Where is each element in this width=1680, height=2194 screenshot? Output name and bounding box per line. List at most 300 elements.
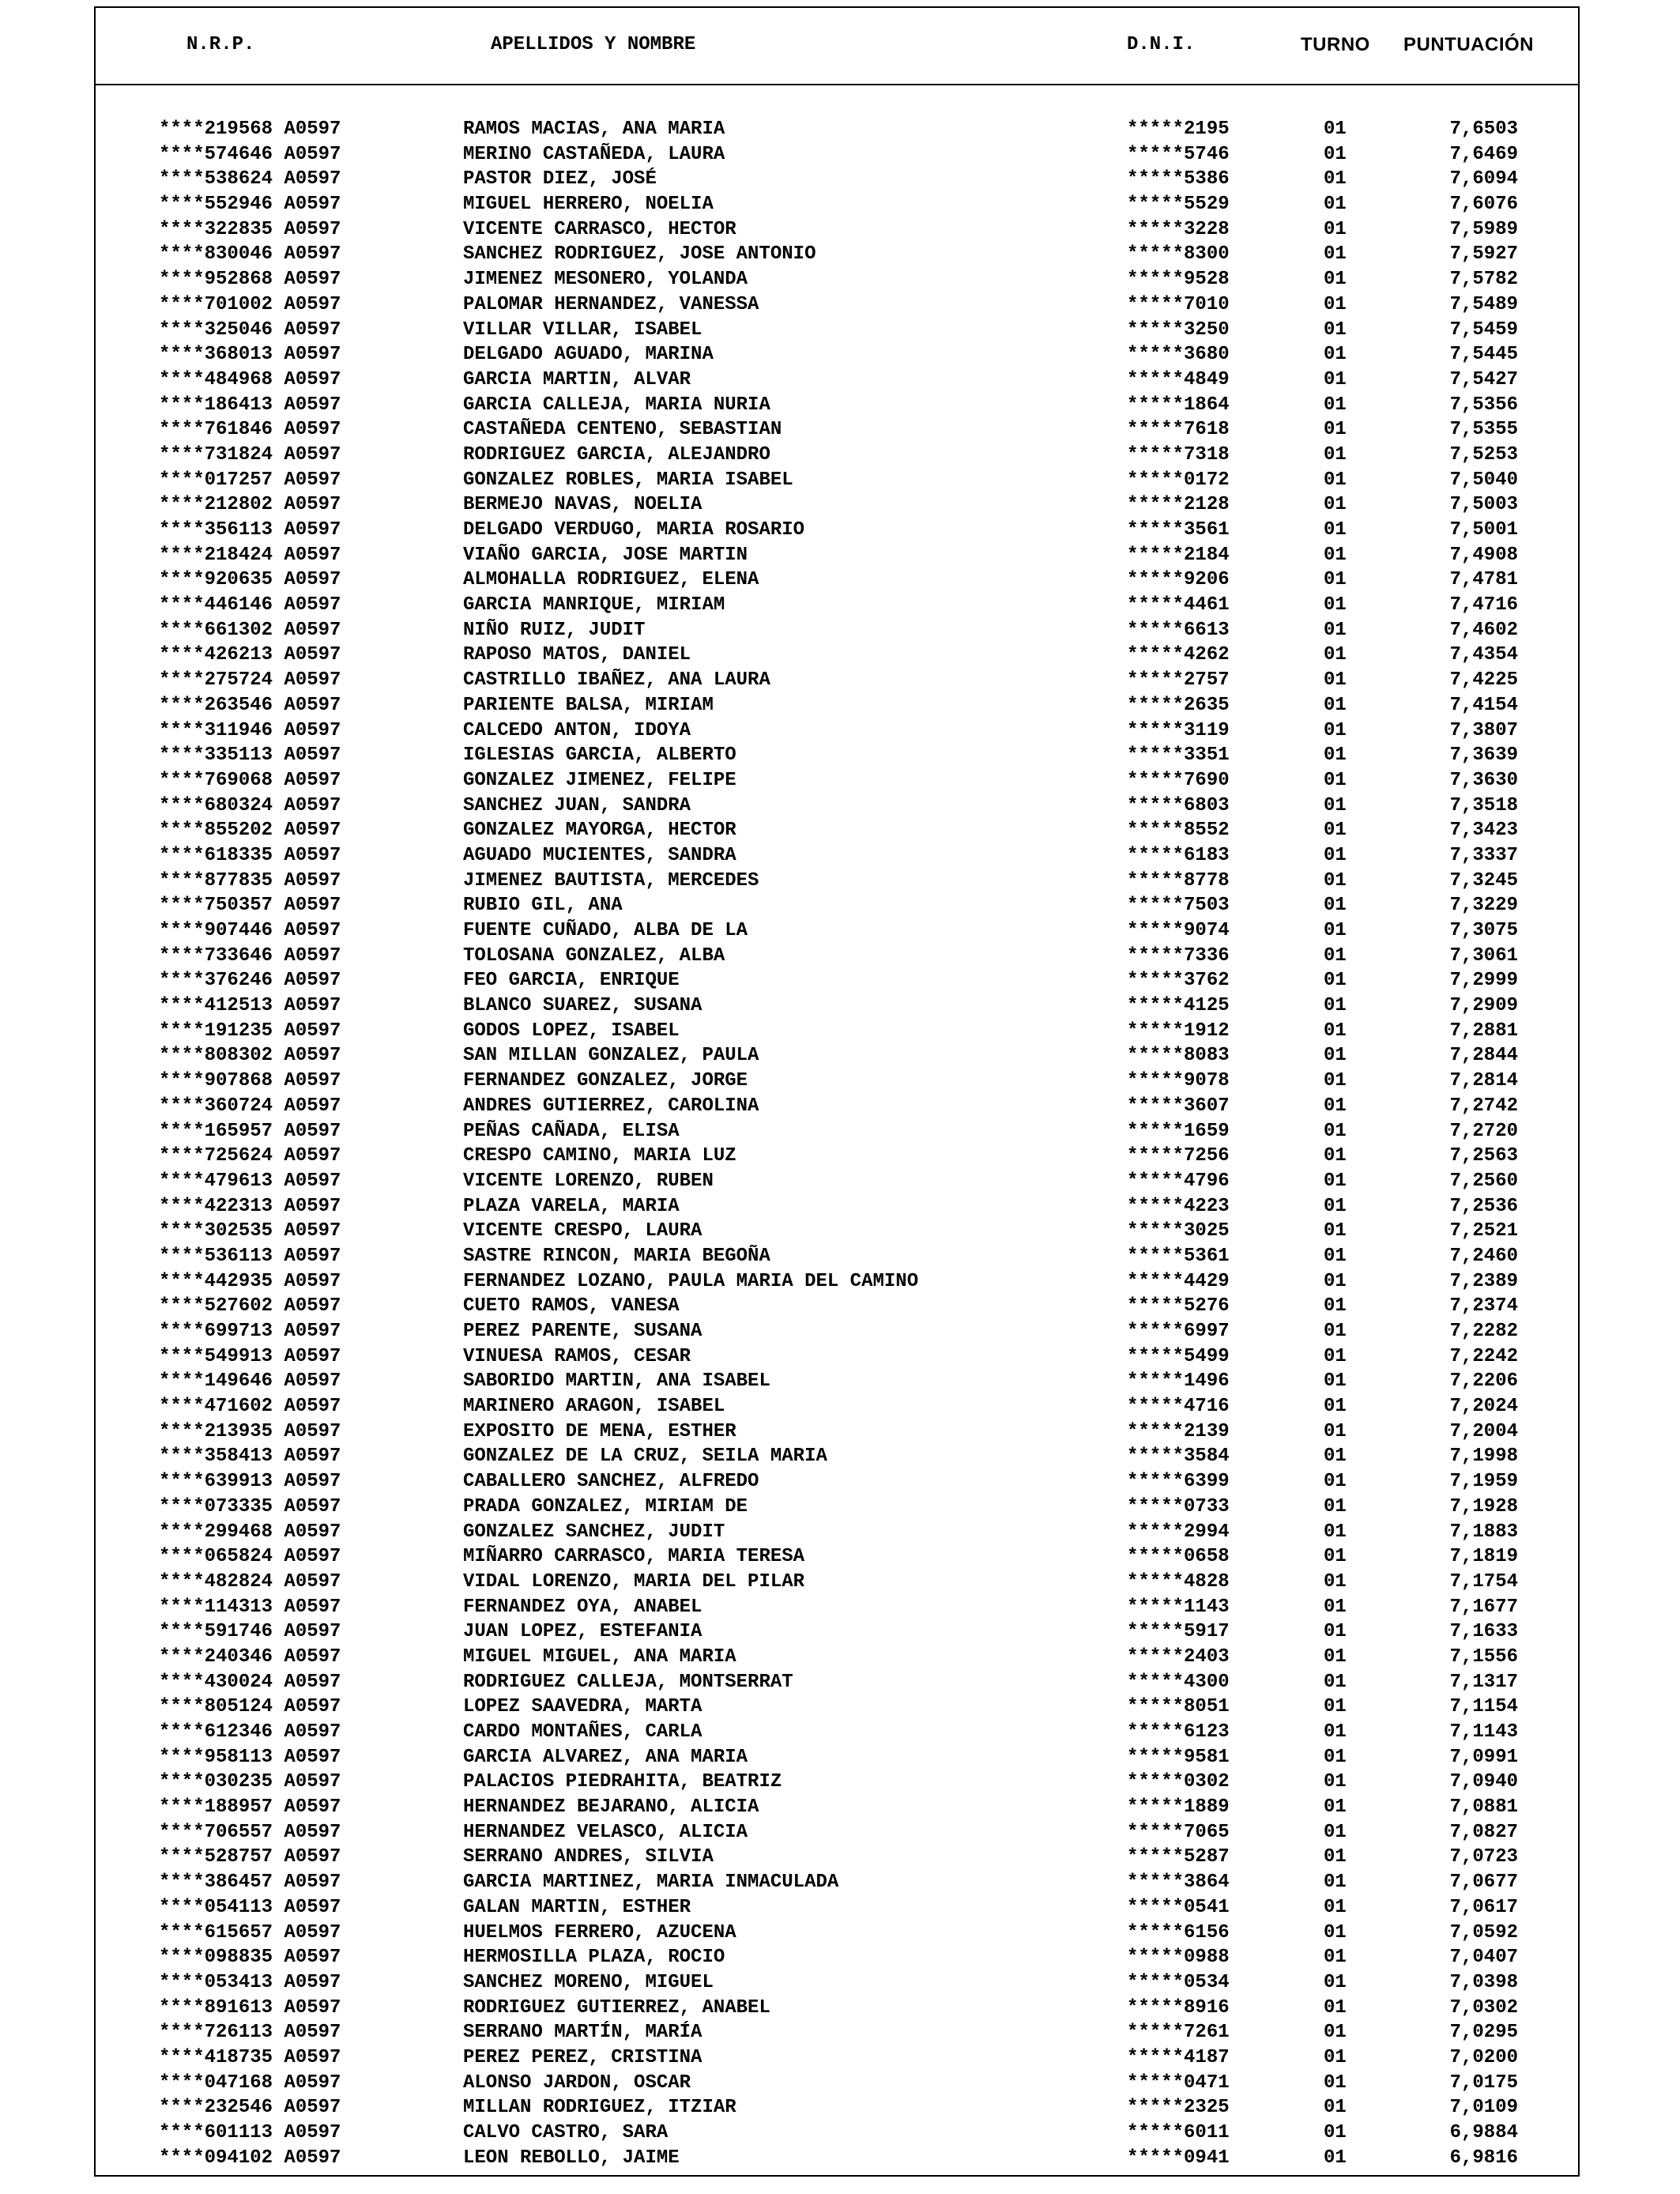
row-nrp: ****612346 A0597: [159, 1721, 341, 1743]
row-turno: 01: [1324, 1370, 1347, 1393]
row-dni: *****2757: [1127, 669, 1230, 692]
table-row: [96, 693, 1578, 718]
row-dni: *****5287: [1127, 1846, 1230, 1868]
row-turno: 01: [1324, 1821, 1347, 1843]
row-puntuacion: 7,2814: [1449, 1070, 1518, 1092]
row-turno: 01: [1324, 769, 1347, 791]
row-name: VIDAL LORENZO, MARIA DEL PILAR: [463, 1570, 805, 1593]
row-name: GARCIA CALLEJA, MARIA NURIA: [463, 394, 770, 416]
row-turno: 01: [1324, 394, 1347, 416]
row-nrp: ****920635 A0597: [159, 569, 341, 591]
row-puntuacion: 7,2374: [1449, 1295, 1518, 1318]
row-nrp: ****484968 A0597: [159, 368, 341, 390]
table-row: [96, 1419, 1578, 1445]
row-turno: 01: [1324, 1396, 1347, 1418]
row-puntuacion: 7,1143: [1449, 1721, 1518, 1743]
row-nrp: ****376246 A0597: [159, 970, 341, 992]
row-name: JIMENEZ BAUTISTA, MERCEDES: [463, 869, 759, 892]
row-name: CABALLERO SANCHEZ, ALFREDO: [463, 1471, 759, 1493]
row-dni: *****7690: [1127, 769, 1230, 791]
table-row: [96, 1770, 1578, 1795]
row-dni: *****1659: [1127, 1120, 1230, 1142]
row-nrp: ****761846 A0597: [159, 419, 341, 441]
row-name: FERNANDEZ OYA, ANABEL: [463, 1596, 703, 1618]
row-dni: *****5386: [1127, 168, 1230, 190]
header-turno: TURNO: [1301, 34, 1370, 55]
row-nrp: ****574646 A0597: [159, 143, 341, 165]
row-dni: *****0541: [1127, 1896, 1230, 1918]
row-nrp: ****232546 A0597: [159, 2097, 341, 2119]
table-row: [96, 2071, 1578, 2096]
row-name: PALACIOS PIEDRAHITA, BEATRIZ: [463, 1771, 782, 1793]
row-nrp: ****186413 A0597: [159, 394, 341, 416]
row-nrp: ****275724 A0597: [159, 669, 341, 692]
row-name: GONZALEZ DE LA CRUZ, SEILA MARIA: [463, 1446, 827, 1468]
row-puntuacion: 7,2242: [1449, 1345, 1518, 1367]
row-nrp: ****538624 A0597: [159, 168, 341, 190]
header-dni: D.N.I.: [1127, 34, 1196, 55]
row-name: LOPEZ SAAVEDRA, MARTA: [463, 1696, 703, 1718]
row-name: MIGUEL MIGUEL, ANA MARIA: [463, 1646, 736, 1668]
row-nrp: ****639913 A0597: [159, 1471, 341, 1493]
row-name: DELGADO VERDUGO, MARIA ROSARIO: [463, 519, 805, 541]
row-name: PEREZ PARENTE, SUSANA: [463, 1321, 703, 1342]
row-nrp: ****552946 A0597: [159, 194, 341, 216]
row-dni: *****8552: [1127, 820, 1230, 842]
row-nrp: ****149646 A0597: [159, 1370, 341, 1393]
row-dni: *****2994: [1127, 1521, 1230, 1543]
row-dni: *****2128: [1127, 494, 1230, 516]
table-row: [96, 918, 1578, 944]
row-puntuacion: 7,2563: [1449, 1145, 1518, 1167]
row-name: FERNANDEZ GONZALEZ, JORGE: [463, 1070, 748, 1092]
row-nrp: ****386457 A0597: [159, 1872, 341, 1894]
table-row: [96, 1695, 1578, 1720]
row-name: LEON REBOLLO, JAIME: [463, 2147, 680, 2169]
row-turno: 01: [1324, 920, 1347, 941]
row-nrp: ****263546 A0597: [159, 694, 341, 716]
row-nrp: ****212802 A0597: [159, 494, 341, 516]
table-row: [96, 1369, 1578, 1394]
row-turno: 01: [1324, 970, 1347, 992]
table-row: [96, 1645, 1578, 1670]
row-nrp: ****661302 A0597: [159, 619, 341, 641]
row-nrp: ****706557 A0597: [159, 1821, 341, 1843]
row-turno: 01: [1324, 1345, 1347, 1367]
row-puntuacion: 7,1959: [1449, 1471, 1518, 1493]
table-row: [96, 1344, 1578, 1370]
row-puntuacion: 7,4602: [1449, 619, 1518, 641]
row-name: BERMEJO NAVAS, NOELIA: [463, 494, 703, 516]
row-dni: *****7261: [1127, 2022, 1230, 2044]
row-turno: 01: [1324, 1646, 1347, 1668]
table-row: [96, 1996, 1578, 2021]
row-dni: *****9074: [1127, 920, 1230, 941]
row-nrp: ****699713 A0597: [159, 1321, 341, 1342]
row-puntuacion: 7,1677: [1449, 1596, 1518, 1618]
row-dni: *****8916: [1127, 1996, 1230, 2019]
row-puntuacion: 7,3061: [1449, 944, 1518, 967]
row-puntuacion: 7,0295: [1449, 2022, 1518, 2044]
table-row: [96, 1619, 1578, 1645]
row-name: VICENTE CARRASCO, HECTOR: [463, 218, 736, 240]
row-nrp: ****527602 A0597: [159, 1295, 341, 1318]
row-nrp: ****047168 A0597: [159, 2071, 341, 2094]
table-row: [96, 1921, 1578, 1946]
row-name: ANDRES GUTIERREZ, CAROLINA: [463, 1095, 759, 1117]
row-turno: 01: [1324, 1947, 1347, 1969]
row-turno: 01: [1324, 594, 1347, 616]
row-dni: *****6156: [1127, 1921, 1230, 1943]
row-turno: 01: [1324, 669, 1347, 692]
table-row: [96, 743, 1578, 768]
row-turno: 01: [1324, 218, 1347, 240]
table-row: [96, 843, 1578, 869]
table-row: [96, 1520, 1578, 1545]
row-puntuacion: 7,2521: [1449, 1220, 1518, 1242]
table-row: [96, 417, 1578, 443]
row-puntuacion: 7,2742: [1449, 1095, 1518, 1117]
row-name: PEREZ PEREZ, CRISTINA: [463, 2046, 703, 2068]
row-turno: 01: [1324, 995, 1347, 1017]
row-name: CUETO RAMOS, VANESA: [463, 1295, 680, 1318]
row-nrp: ****426213 A0597: [159, 644, 341, 666]
row-puntuacion: 7,2909: [1449, 995, 1518, 1017]
row-nrp: ****219568 A0597: [159, 119, 341, 140]
row-dni: *****6011: [1127, 2122, 1230, 2143]
row-puntuacion: 7,2024: [1449, 1396, 1518, 1418]
row-nrp: ****952868 A0597: [159, 269, 341, 291]
row-name: MIGUEL HERRERO, NOELIA: [463, 194, 714, 216]
table-row: [96, 1970, 1578, 1996]
row-name: RODRIGUEZ GARCIA, ALEJANDRO: [463, 443, 770, 466]
row-name: VIAÑO GARCIA, JOSE MARTIN: [463, 544, 748, 566]
row-dni: *****0941: [1127, 2147, 1230, 2169]
row-puntuacion: 7,5040: [1449, 469, 1518, 491]
table-row: [96, 2146, 1578, 2171]
row-turno: 01: [1324, 1495, 1347, 1517]
table-row: [96, 794, 1578, 819]
table-row: [96, 117, 1578, 142]
table-row: [96, 818, 1578, 843]
row-name: VINUESA RAMOS, CESAR: [463, 1345, 691, 1367]
table-row: [96, 518, 1578, 543]
row-nrp: ****165957 A0597: [159, 1120, 341, 1142]
row-name: CASTRILLO IBAÑEZ, ANA LAURA: [463, 669, 770, 692]
row-nrp: ****299468 A0597: [159, 1521, 341, 1543]
row-name: GONZALEZ MAYORGA, HECTOR: [463, 820, 736, 842]
row-turno: 01: [1324, 1596, 1347, 1618]
row-puntuacion: 7,3807: [1449, 719, 1518, 741]
row-puntuacion: 7,3639: [1449, 745, 1518, 767]
row-dni: *****8778: [1127, 869, 1230, 892]
table-row: [96, 368, 1578, 393]
table-row: [96, 1670, 1578, 1695]
row-nrp: ****701002 A0597: [159, 293, 341, 315]
row-dni: *****5917: [1127, 1621, 1230, 1643]
table-row: [96, 1144, 1578, 1169]
row-puntuacion: 7,0592: [1449, 1921, 1518, 1943]
row-puntuacion: 7,4154: [1449, 694, 1518, 716]
row-name: GONZALEZ ROBLES, MARIA ISABEL: [463, 469, 793, 491]
row-name: PALOMAR HERNANDEZ, VANESSA: [463, 293, 759, 315]
row-puntuacion: 7,5356: [1449, 394, 1518, 416]
row-nrp: ****073335 A0597: [159, 1495, 341, 1517]
row-name: RODRIGUEZ GUTIERREZ, ANABEL: [463, 1996, 770, 2019]
row-puntuacion: 7,2536: [1449, 1195, 1518, 1217]
row-puntuacion: 7,5782: [1449, 269, 1518, 291]
table-row: [96, 1394, 1578, 1419]
row-nrp: ****030235 A0597: [159, 1771, 341, 1793]
table-row: [96, 142, 1578, 168]
row-turno: 01: [1324, 1872, 1347, 1894]
row-nrp: ****855202 A0597: [159, 820, 341, 842]
row-turno: 01: [1324, 1045, 1347, 1067]
row-name: GONZALEZ JIMENEZ, FELIPE: [463, 769, 736, 791]
table-row: [96, 618, 1578, 643]
row-dni: *****9078: [1127, 1070, 1230, 1092]
row-name: GARCIA ALVAREZ, ANA MARIA: [463, 1746, 748, 1768]
row-nrp: ****733646 A0597: [159, 944, 341, 967]
table-row: [96, 468, 1578, 493]
row-puntuacion: 7,2844: [1449, 1045, 1518, 1067]
row-nrp: ****731824 A0597: [159, 443, 341, 466]
row-puntuacion: 7,5427: [1449, 368, 1518, 390]
row-dni: *****5499: [1127, 1345, 1230, 1367]
table-row: [96, 1469, 1578, 1495]
row-puntuacion: 7,2720: [1449, 1120, 1518, 1142]
table-row: [96, 593, 1578, 618]
row-turno: 01: [1324, 1971, 1347, 1993]
row-turno: 01: [1324, 2022, 1347, 2044]
row-nrp: ****188957 A0597: [159, 1796, 341, 1819]
row-name: EXPOSITO DE MENA, ESTHER: [463, 1420, 736, 1442]
row-dni: *****2635: [1127, 694, 1230, 716]
table-row: [96, 869, 1578, 894]
row-dni: *****5746: [1127, 143, 1230, 165]
row-nrp: ****446146 A0597: [159, 594, 341, 616]
row-dni: *****4262: [1127, 644, 1230, 666]
row-turno: 01: [1324, 443, 1347, 466]
row-puntuacion: 7,5253: [1449, 443, 1518, 466]
row-dni: *****0471: [1127, 2071, 1230, 2094]
table-row: [96, 2095, 1578, 2120]
row-nrp: ****877835 A0597: [159, 869, 341, 892]
row-turno: 01: [1324, 1846, 1347, 1868]
row-name: HERNANDEZ BEJARANO, ALICIA: [463, 1796, 759, 1819]
row-nrp: ****065824 A0597: [159, 1546, 341, 1568]
row-dni: *****4429: [1127, 1270, 1230, 1292]
row-nrp: ****098835 A0597: [159, 1947, 341, 1969]
document-frame: [94, 6, 1580, 2177]
row-name: GONZALEZ SANCHEZ, JUDIT: [463, 1521, 725, 1543]
table-row: [96, 1319, 1578, 1344]
row-name: IGLESIAS GARCIA, ALBERTO: [463, 745, 736, 767]
row-puntuacion: 7,1998: [1449, 1446, 1518, 1468]
row-puntuacion: 7,3075: [1449, 920, 1518, 941]
row-name: MARINERO ARAGON, ISABEL: [463, 1396, 725, 1418]
row-dni: *****3607: [1127, 1095, 1230, 1117]
row-nrp: ****054113 A0597: [159, 1896, 341, 1918]
table-row: [96, 668, 1578, 693]
row-turno: 01: [1324, 869, 1347, 892]
row-puntuacion: 7,0827: [1449, 1821, 1518, 1843]
table-row: [96, 1169, 1578, 1194]
table-row: [96, 393, 1578, 418]
table-body: [96, 117, 1578, 2170]
table-row: [96, 768, 1578, 794]
table-row: [96, 1495, 1578, 1520]
row-puntuacion: 7,2004: [1449, 1420, 1518, 1442]
row-dni: *****7336: [1127, 944, 1230, 967]
table-row: [96, 318, 1578, 343]
row-puntuacion: 7,6094: [1449, 168, 1518, 190]
row-turno: 01: [1324, 1220, 1347, 1242]
row-dni: *****3025: [1127, 1220, 1230, 1242]
row-turno: 01: [1324, 1120, 1347, 1142]
row-name: SAN MILLAN GONZALEZ, PAULA: [463, 1045, 759, 1067]
row-dni: *****3762: [1127, 970, 1230, 992]
row-name: FEO GARCIA, ENRIQUE: [463, 970, 680, 992]
row-turno: 01: [1324, 1746, 1347, 1768]
row-nrp: ****302535 A0597: [159, 1220, 341, 1242]
row-puntuacion: 7,0407: [1449, 1947, 1518, 1969]
table-row: [96, 1870, 1578, 1895]
row-name: GARCIA MARTIN, ALVAR: [463, 368, 691, 390]
header-puntuacion: PUNTUACIÓN: [1403, 34, 1534, 55]
row-puntuacion: 7,2460: [1449, 1245, 1518, 1267]
row-dni: *****4716: [1127, 1396, 1230, 1418]
row-name: SERRANO ANDRES, SILVIA: [463, 1846, 714, 1868]
row-puntuacion: 7,0677: [1449, 1872, 1518, 1894]
table-row: [96, 1219, 1578, 1244]
row-name: TOLOSANA GONZALEZ, ALBA: [463, 944, 725, 967]
row-nrp: ****325046 A0597: [159, 319, 341, 341]
row-puntuacion: 7,1317: [1449, 1671, 1518, 1693]
row-dni: *****3228: [1127, 218, 1230, 240]
row-nrp: ****114313 A0597: [159, 1596, 341, 1618]
table-row: [96, 1069, 1578, 1094]
row-puntuacion: 7,5459: [1449, 319, 1518, 341]
row-puntuacion: 7,6469: [1449, 143, 1518, 165]
row-nrp: ****418735 A0597: [159, 2046, 341, 2068]
row-name: CASTAÑEDA CENTENO, SEBASTIAN: [463, 419, 782, 441]
row-dni: *****0172: [1127, 469, 1230, 491]
row-dni: *****3864: [1127, 1872, 1230, 1894]
table-row: [96, 1570, 1578, 1595]
row-nrp: ****311946 A0597: [159, 719, 341, 741]
row-dni: *****5529: [1127, 194, 1230, 216]
row-name: SANCHEZ JUAN, SANDRA: [463, 794, 691, 816]
table-row: [96, 1945, 1578, 1970]
row-name: ALONSO JARDON, OSCAR: [463, 2071, 691, 2094]
row-nrp: ****750357 A0597: [159, 895, 341, 917]
row-name: PRADA GONZALEZ, MIRIAM DE: [463, 1495, 748, 1517]
row-turno: 01: [1324, 719, 1347, 741]
row-nrp: ****805124 A0597: [159, 1696, 341, 1718]
row-nrp: ****907446 A0597: [159, 920, 341, 941]
row-turno: 01: [1324, 143, 1347, 165]
row-nrp: ****479613 A0597: [159, 1170, 341, 1192]
row-dni: *****5361: [1127, 1245, 1230, 1267]
row-name: MILLAN RODRIGUEZ, ITZIAR: [463, 2097, 736, 2119]
row-turno: 01: [1324, 344, 1347, 366]
table-header: [96, 8, 1578, 85]
row-puntuacion: 7,5355: [1449, 419, 1518, 441]
row-turno: 01: [1324, 1921, 1347, 1943]
row-turno: 01: [1324, 1471, 1347, 1493]
row-puntuacion: 7,5989: [1449, 218, 1518, 240]
row-puntuacion: 7,3245: [1449, 869, 1518, 892]
row-turno: 01: [1324, 494, 1347, 516]
row-name: RAPOSO MATOS, DANIEL: [463, 644, 691, 666]
row-turno: 01: [1324, 745, 1347, 767]
row-nrp: ****536113 A0597: [159, 1245, 341, 1267]
row-dni: *****0534: [1127, 1971, 1230, 1993]
row-name: ALMOHALLA RODRIGUEZ, ELENA: [463, 569, 759, 591]
row-puntuacion: 7,1154: [1449, 1696, 1518, 1718]
row-puntuacion: 7,6503: [1449, 119, 1518, 140]
row-puntuacion: 7,2389: [1449, 1270, 1518, 1292]
row-name: PLAZA VARELA, MARIA: [463, 1195, 680, 1217]
row-dni: *****3680: [1127, 344, 1230, 366]
row-turno: 01: [1324, 1420, 1347, 1442]
row-nrp: ****094102 A0597: [159, 2147, 341, 2169]
row-puntuacion: 7,3630: [1449, 769, 1518, 791]
row-nrp: ****430024 A0597: [159, 1671, 341, 1693]
row-dni: *****6613: [1127, 619, 1230, 641]
table-row: [96, 1595, 1578, 1620]
row-name: CALVO CASTRO, SARA: [463, 2122, 669, 2143]
row-puntuacion: 7,2999: [1449, 970, 1518, 992]
table-row: [96, 1444, 1578, 1469]
table-row: [96, 543, 1578, 568]
row-puntuacion: 7,0175: [1449, 2071, 1518, 2094]
row-name: SABORIDO MARTIN, ANA ISABEL: [463, 1370, 770, 1393]
row-dni: *****2403: [1127, 1646, 1230, 1668]
table-row: [96, 1269, 1578, 1295]
row-name: CALCEDO ANTON, IDOYA: [463, 719, 691, 741]
table-row: [96, 1845, 1578, 1870]
table-row: [96, 2045, 1578, 2071]
table-row: [96, 1820, 1578, 1845]
row-turno: 01: [1324, 194, 1347, 216]
row-turno: 01: [1324, 168, 1347, 190]
table-row: [96, 643, 1578, 668]
row-dni: *****1864: [1127, 394, 1230, 416]
row-dni: *****3351: [1127, 745, 1230, 767]
row-turno: 01: [1324, 293, 1347, 315]
row-dni: *****1496: [1127, 1370, 1230, 1393]
row-dni: *****0658: [1127, 1546, 1230, 1568]
row-nrp: ****769068 A0597: [159, 769, 341, 791]
row-puntuacion: 7,1883: [1449, 1521, 1518, 1543]
row-puntuacion: 7,3518: [1449, 794, 1518, 816]
row-name: PASTOR DIEZ, JOSÉ: [463, 168, 657, 190]
row-turno: 01: [1324, 1996, 1347, 2019]
row-dni: *****2195: [1127, 119, 1230, 140]
table-row: [96, 192, 1578, 217]
row-puntuacion: 7,1819: [1449, 1546, 1518, 1568]
row-turno: 01: [1324, 694, 1347, 716]
row-dni: *****4849: [1127, 368, 1230, 390]
row-name: PARIENTE BALSA, MIRIAM: [463, 694, 714, 716]
table-row: [96, 1895, 1578, 1921]
row-name: BLANCO SUAREZ, SUSANA: [463, 995, 703, 1017]
row-nrp: ****830046 A0597: [159, 243, 341, 266]
row-nrp: ****322835 A0597: [159, 218, 341, 240]
row-turno: 01: [1324, 1570, 1347, 1593]
